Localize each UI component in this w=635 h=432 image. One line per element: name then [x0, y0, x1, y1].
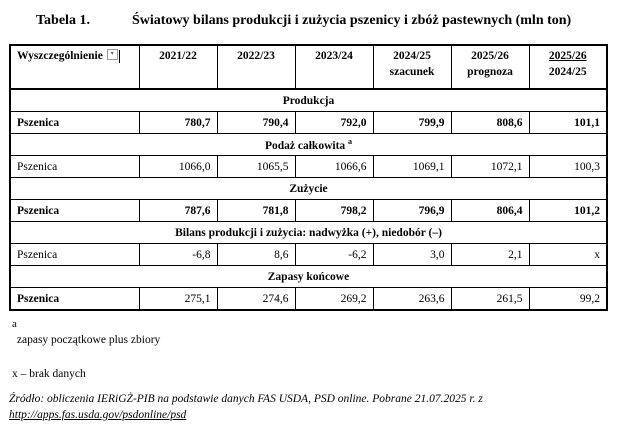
section-podaz	[10, 134, 607, 156]
table-row	[10, 288, 607, 311]
cell: -6,8	[139, 244, 217, 266]
table-caption	[36, 13, 571, 29]
table-row	[10, 244, 607, 266]
cell: 101,1	[529, 112, 607, 134]
section-bilans	[10, 222, 607, 244]
section-title: Zapasy końcowe	[10, 266, 607, 288]
footnote-a	[12, 318, 161, 346]
row-label: Pszenica	[10, 112, 139, 134]
section-zuzycie	[10, 178, 607, 200]
cell: 806,4	[451, 200, 529, 222]
cell: 8,6	[217, 244, 295, 266]
cell: 781,8	[217, 200, 295, 222]
cell: 790,4	[217, 112, 295, 134]
cell: 3,0	[373, 244, 451, 266]
cell: 275,1	[139, 288, 217, 311]
row-label: Pszenica	[10, 244, 139, 266]
cell: 799,9	[373, 112, 451, 134]
header-wyszczegolnienie[interactable]: Wyszczególnienie ▾	[10, 45, 139, 89]
section-title: Bilans produkcji i zużycia: nadwyżka (+), niedobór (–)	[10, 222, 607, 244]
cell: 2,1	[451, 244, 529, 266]
cell: 780,7	[139, 112, 217, 134]
cell: 261,5	[451, 288, 529, 311]
cell: -6,2	[295, 244, 373, 266]
table-row	[10, 156, 607, 178]
cell: 101,2	[529, 200, 607, 222]
cell: 99,2	[529, 288, 607, 311]
cell: 798,2	[295, 200, 373, 222]
header-2025-26: 2025/26 prognoza	[451, 45, 529, 89]
row-label: Pszenica	[10, 288, 139, 311]
source-link[interactable]: http://apps.fas.usda.gov/psdonline/psd	[9, 409, 187, 421]
section-zapasy	[10, 266, 607, 288]
cell: 796,9	[373, 200, 451, 222]
section-produkcja	[10, 89, 607, 112]
cell: 808,6	[451, 112, 529, 134]
table-title: Światowy bilans produkcji i zużycia pszenicy i zbóż pastewnych (mln ton)	[132, 13, 572, 28]
header-row	[10, 45, 607, 89]
cell: 100,3	[529, 156, 607, 178]
cell: 1066,6	[295, 156, 373, 178]
cell: 787,6	[139, 200, 217, 222]
header-ratio: 2025/26 2024/25	[529, 45, 607, 89]
header-2023-24: 2023/24	[295, 45, 373, 89]
row-label: Pszenica	[10, 200, 139, 222]
cell: 263,6	[373, 288, 451, 311]
footnote-a-marker: a	[12, 318, 17, 330]
source-note	[9, 391, 609, 423]
header-2022-23: 2022/23	[217, 45, 295, 89]
cell: 1065,5	[217, 156, 295, 178]
footnote-a-text: zapasy początkowe plus zbiory	[16, 333, 161, 346]
cell: x	[529, 244, 607, 266]
cell: 1066,0	[139, 156, 217, 178]
cell: 269,2	[295, 288, 373, 311]
section-title: Produkcja	[10, 89, 607, 112]
footnote-marker: a	[348, 137, 353, 147]
row-label: Pszenica	[10, 156, 139, 178]
cell: 792,0	[295, 112, 373, 134]
cell: 1072,1	[451, 156, 529, 178]
source-text: Źródło: obliczenia IERiGŻ-PIB na podstawie danych FAS USDA, PSD online. Pobrane 21.07.2025 r. z	[9, 393, 483, 405]
cell: 274,6	[217, 288, 295, 311]
table-number: Tabela 1.	[36, 13, 90, 28]
table-row	[10, 112, 607, 134]
header-2024-25: 2024/25 szacunek	[373, 45, 451, 89]
section-title: Zużycie	[10, 178, 607, 200]
table-row	[10, 200, 607, 222]
cell: 1069,1	[373, 156, 451, 178]
filter-dropdown-icon[interactable]: ▾	[107, 49, 118, 60]
text-cursor	[119, 50, 120, 63]
header-2021-22: 2021/22	[139, 45, 217, 89]
footnote-x: x – brak danych	[12, 368, 86, 380]
balance-table	[9, 44, 608, 311]
section-title: Podaż całkowita $^a$	[10, 134, 607, 156]
